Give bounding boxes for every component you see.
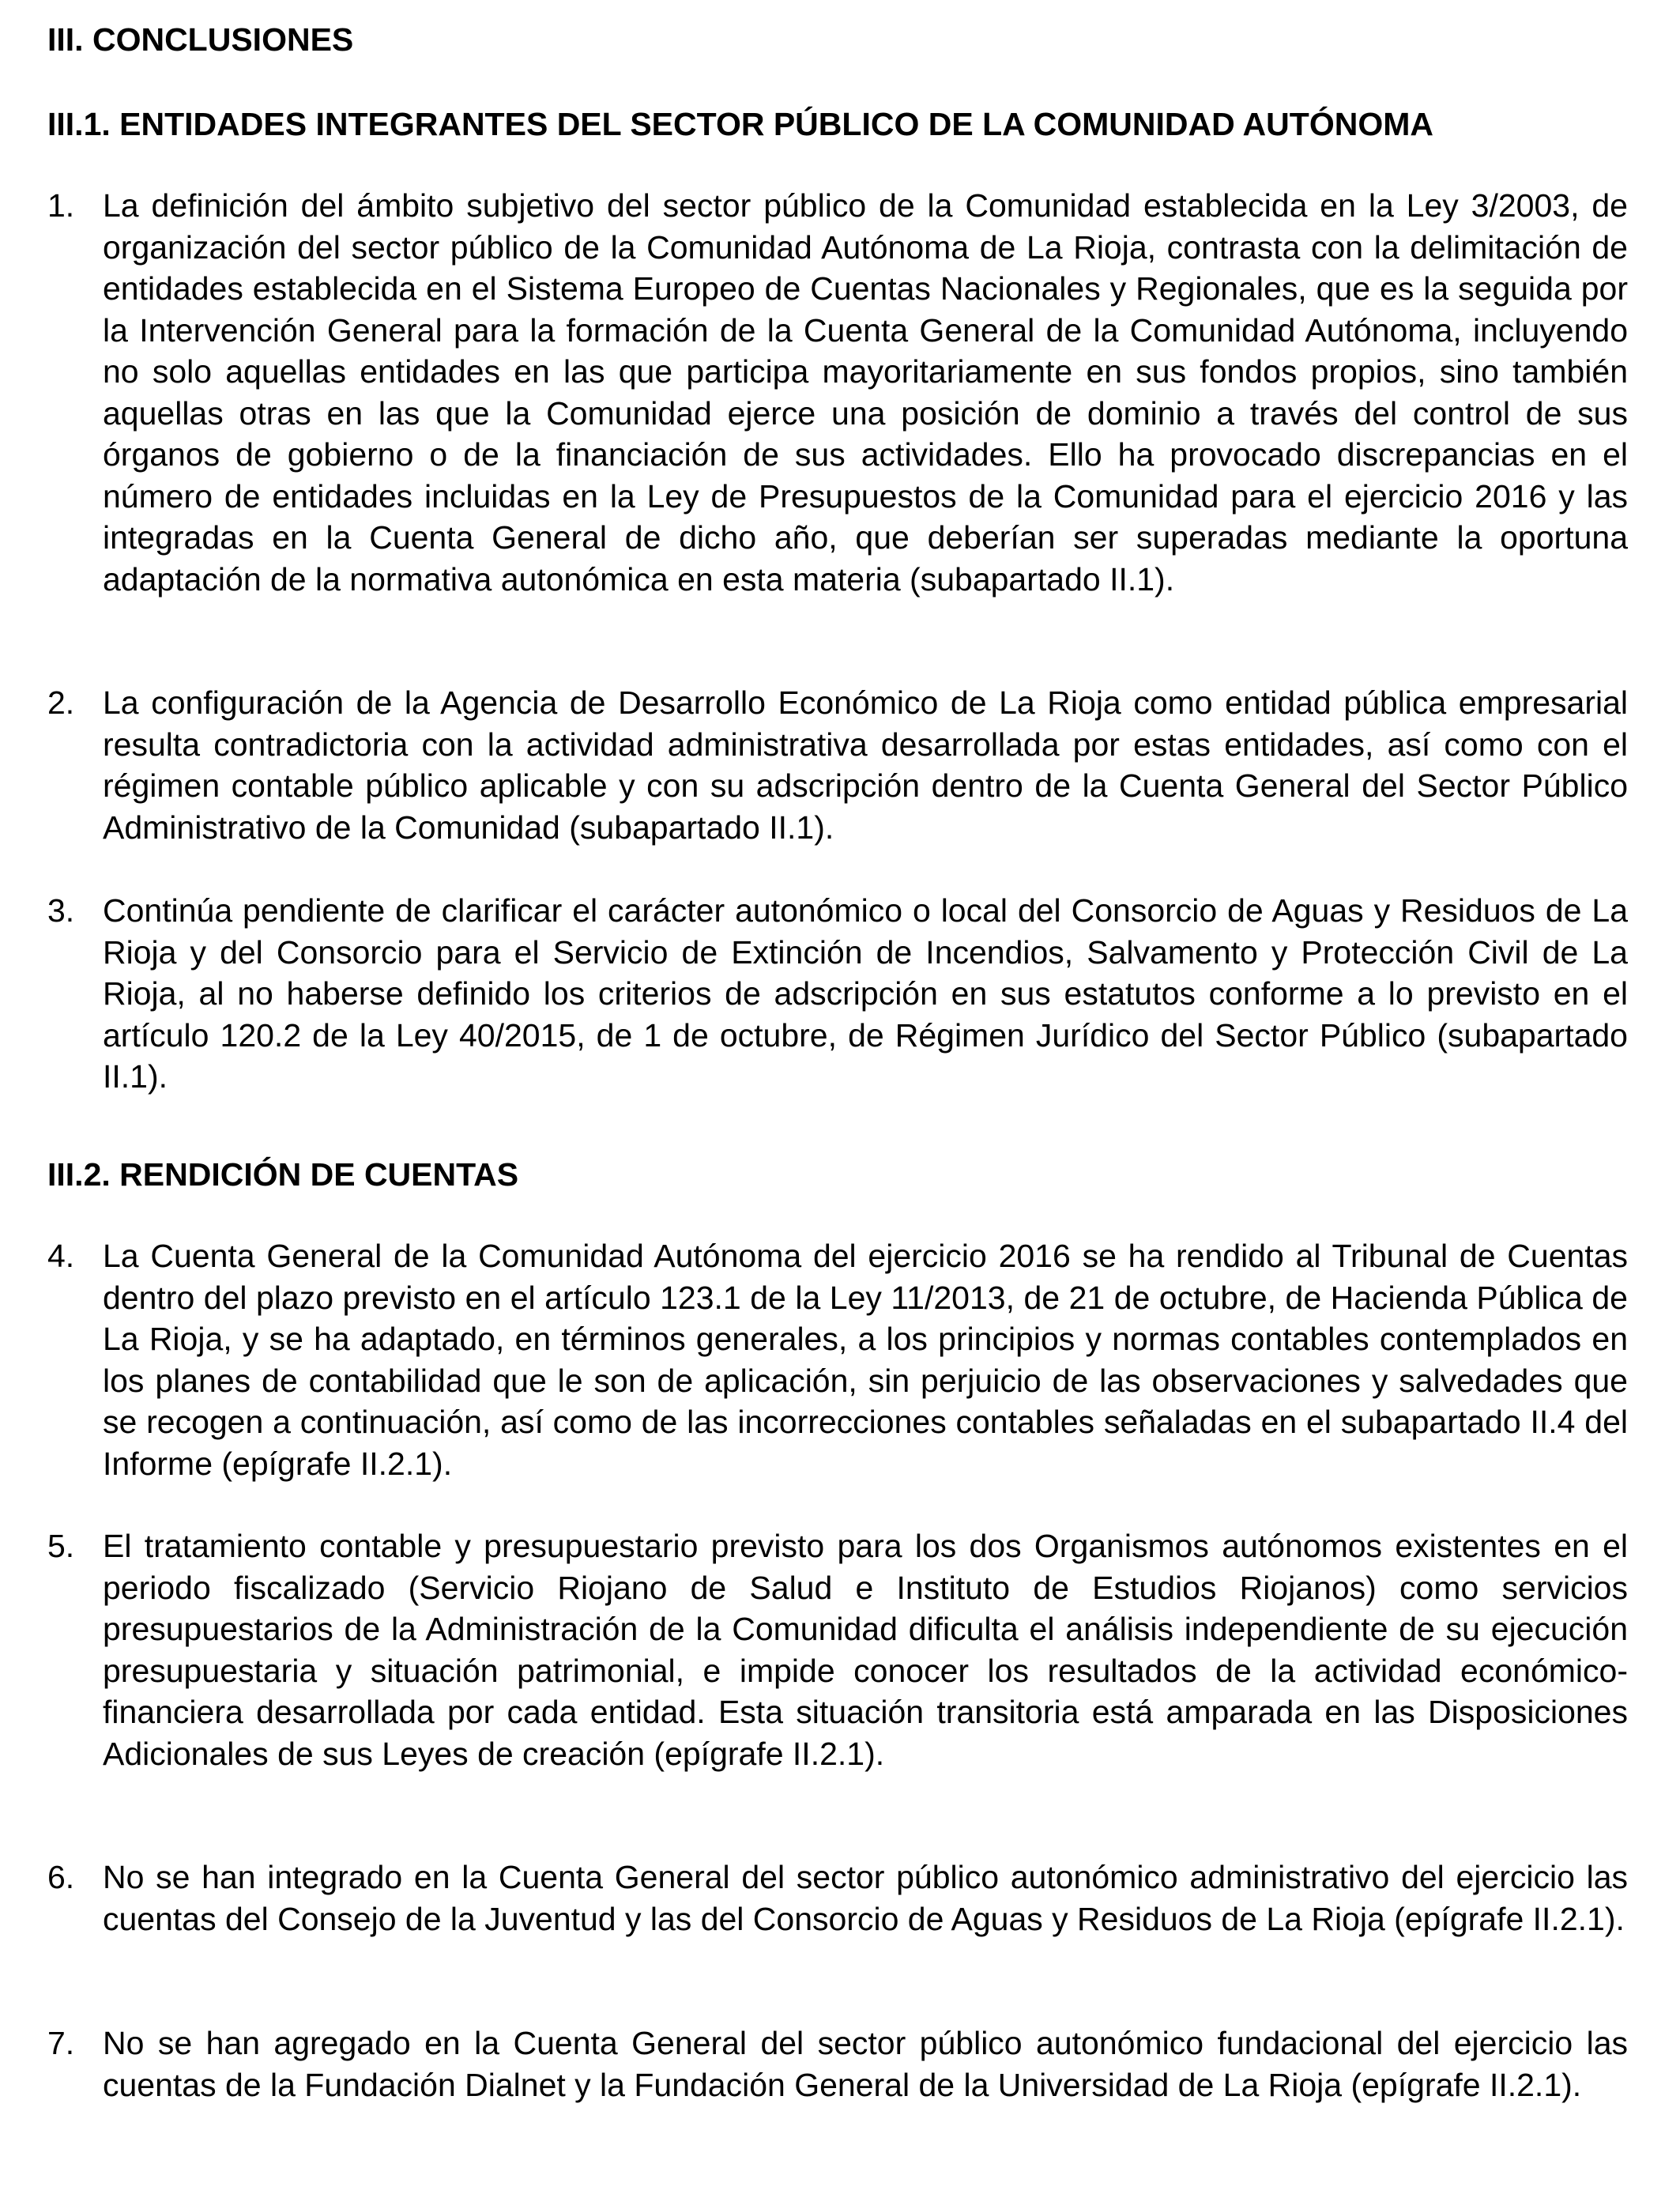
item-text: La definición del ámbito subjetivo del sector público de la Comunidad establecida en la Ley 3/2003, de organización del sector público de la Comunidad Autónoma de La Rioja, contrasta con la delimitación de entidades establecida en el Sistema Europeo de Cuentas Nacionales y Regionales, que es la seguida por la Intervención General para la formación de la Cuenta General de la Comunidad Autónoma, incluyendo no solo aquellas entidades en las que participa mayoritariamente en sus fondos propios, sino también aquellas otras en las que la Comunidad ejerce una posición de dominio a través del control de sus órganos de gobierno o de la financiación de sus actividades. Ello ha provocado discrepancias en el número de entidades incluidas en la Ley de Presupuestos de la Comunidad para el ejercicio 2016 y las integradas en la Cuenta General de dicho año, que deberían ser superadas mediante la oportuna adaptación de la normativa autonómica en esta materia (subapartado II.1). <box>103 187 1628 598</box>
item-number: 6. <box>47 1859 75 1895</box>
item-text: No se han agregado en la Cuenta General del sector público autonómico fundacional del ejercicio las cuentas de la Fundación Dialnet y la Fundación General de la Universidad de La Rioja (epígrafe II.2.1). <box>103 2025 1628 2103</box>
item-text: La configuración de la Agencia de Desarrollo Económico de La Rioja como entidad pública empresarial resulta contradictoria con la actividad administrativa desarrollada por estas entidades, así como con el régimen contable público aplicable y con su adscripción dentro de la Cuenta General del Sector Público Administrativo de la Comunidad (subapartado II.1). <box>103 684 1628 846</box>
item-number: 2. <box>47 684 75 721</box>
item-number: 1. <box>47 187 75 224</box>
item-text: La Cuenta General de la Comunidad Autónoma del ejercicio 2016 se ha rendido al Tribunal de Cuentas dentro del plazo previsto en el artículo 123.1 de la Ley 11/2013, de 21 de octubre, de Hacienda Pública de La Rioja, y se ha adaptado, en términos generales, a los principios y normas contables contemplados en los planes de contabilidad que le son de aplicación, sin perjuicio de las observaciones y salvedades que se recogen a continuación, así como de las incorrecciones contables señaladas en el subapartado II.4 del Informe (epígrafe II.2.1). <box>103 1238 1628 1482</box>
item-text: No se han integrado en la Cuenta General del sector público autonómico administrativo del ejercicio las cuentas del Consejo de la Juventud y las del Consorcio de Aguas y Residuos de La Rioja (epígrafe II.2.1). <box>103 1859 1628 1937</box>
item-number: 3. <box>47 892 75 929</box>
item-text: Continúa pendiente de clarificar el carácter autonómico o local del Consorcio de Aguas y Residuos de La Rioja y del Consorcio para el Servicio de Extinción de Incendios, Salvamento y Protección Civil de La Rioja, al no haberse definido los criterios de adscripción en sus estatutos conforme a lo previsto en el artículo 120.2 de la Ley 40/2015, de 1 de octubre, de Régimen Jurídico del Sector Público (subapartado II.1). <box>103 892 1628 1095</box>
subsection-title-rendicion: III.2. RENDICIÓN DE CUENTAS <box>47 1156 519 1193</box>
item-number: 7. <box>47 2025 75 2061</box>
item-number: 5. <box>47 1528 75 1564</box>
subsection-title-entidades: III.1. ENTIDADES INTEGRANTES DEL SECTOR PÚBLICO DE LA COMUNIDAD AUTÓNOMA <box>47 106 1433 142</box>
section-title: III. CONCLUSIONES <box>47 21 354 58</box>
item-number: 4. <box>47 1238 75 1274</box>
item-text: El tratamiento contable y presupuestario previsto para los dos Organismos autónomos existentes en el periodo fiscalizado (Servicio Riojano de Salud e Instituto de Estudios Riojanos) como servicios presupuestarios de la Administración de la Comunidad dificulta el análisis independiente de su ejecución presupuestaria y situación patrimonial, e impide conocer los resultados de la actividad económico-financiera desarrollada por cada entidad. Esta situación transitoria está amparada en las Disposiciones Adicionales de sus Leyes de creación (epígrafe II.2.1). <box>103 1528 1628 1772</box>
